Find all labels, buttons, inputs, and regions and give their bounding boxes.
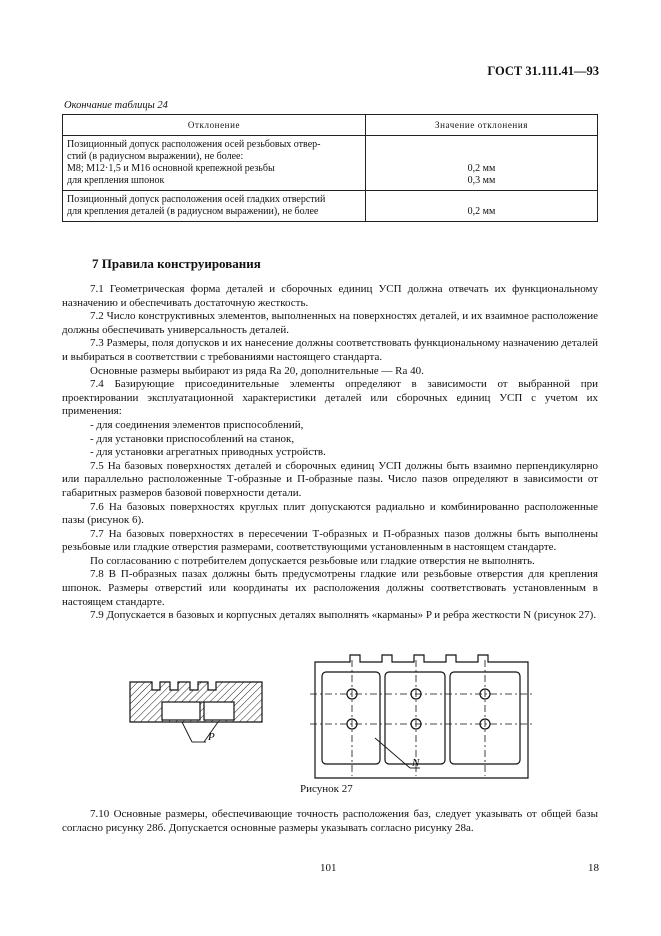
paragraph: 7.6 На базовых поверхностях круглых плит допускаются радиально и комбинированно расположенные пазы (рисунок 6).	[62, 500, 598, 527]
cell-value: 0,2 мм	[467, 206, 496, 217]
table-caption: Окончание таблицы 24	[64, 100, 168, 111]
cell-line: М8; М12·1,5 и М16 основной крепежной резьбы	[67, 163, 275, 174]
table-row	[63, 136, 598, 191]
figure-27-drawing	[120, 650, 540, 780]
sheet-number: 18	[588, 862, 599, 874]
column-header: Отклонение	[63, 115, 366, 136]
list-item: - для установки агрегатных приводных устройств.	[90, 446, 326, 459]
paragraph: 7.1 Геометрическая форма деталей и сборочных единиц УСП должна отвечать их функциональному назначению и обеспечивать достаточную жесткость.	[62, 283, 598, 309]
plan-view	[310, 655, 532, 778]
paragraph: 7.9 Допускается в базовых и корпусных деталях выполнять «карманы» P и ребра жесткости N (рисунок 27).	[90, 609, 597, 622]
cell-line: стий (в радиусном выражении), не более:	[67, 151, 244, 162]
table-cell-deviation	[63, 191, 366, 222]
cell-value: 0,3 мм	[467, 175, 496, 186]
column-header: Значение отклонения	[366, 115, 598, 136]
cell-line: Позиционный допуск расположения осей резьбовых отвер-	[67, 139, 321, 150]
label-n: N	[412, 757, 420, 769]
paragraph: Основные размеры выбирают из ряда Ra 20, дополнительные — Ra 40.	[90, 364, 424, 377]
cell-value: 0,2 мм	[467, 163, 496, 174]
cell-line: для крепления деталей (в радиусном выражении), не более	[67, 206, 319, 217]
paragraph: 7.5 На базовых поверхностях деталей и сборочных единиц УСП должны быть взаимно перпендикулярно или параллельно расположенные Т-образные и П-образные пазы. Число пазов определяют в зависимости от габаритных размеров базовой поверхности детали.	[62, 459, 598, 499]
paragraph: 7.8 В П-образных пазах должны быть предусмотрены гладкие или резьбовые отверстия для крепления шпонок. Размеры отверстий или координаты их расположения должны соответствовать установленным в настоящем стандарте.	[62, 568, 598, 608]
table-cell-value	[366, 191, 598, 222]
table-cell-deviation	[63, 136, 366, 191]
paragraph: 7.7 На базовых поверхностях в пересечении Т-образных и П-образных пазов должны быть выполнены резьбовые или гладкие отверстия размерами, соответствующими установленным в настоящем стандарте.	[62, 527, 598, 554]
document-header: ГОСТ 31.111.41—93	[487, 64, 599, 78]
page-number: 101	[320, 862, 337, 874]
section-body-continued	[62, 808, 598, 835]
cell-line: для крепления шпонок	[67, 175, 165, 186]
table-header-row	[63, 115, 598, 136]
list-item: - для установки приспособлений на станок,	[90, 432, 295, 445]
paragraph: 7.4 Базирующие присоединительные элементы определяют в зависимости от выбранной при проектировании эксплуатационной характеристики деталей или сборочных единиц УСП с учетом их применения:	[62, 378, 598, 418]
table-cell-value	[366, 136, 598, 191]
label-p: P	[208, 731, 215, 743]
section-view	[130, 682, 262, 742]
paragraph: 7.10 Основные размеры, обеспечивающие точность расположения баз, следует указывать от общей базы согласно рисунку 28б. Допускается основные размеры указывать согласно рисунку 28а.	[62, 808, 598, 834]
paragraph: По согласованию с потребителем допускается резьбовые или гладкие отверстия не выполнять.	[90, 554, 535, 567]
section-title: 7 Правила конструирования	[92, 256, 261, 271]
cell-line: Позиционный допуск расположения осей гладких отверстий	[67, 194, 326, 205]
table-row	[63, 191, 598, 222]
deviation-table	[62, 114, 598, 222]
paragraph: 7.2 Число конструктивных элементов, выполненных на поверхностях деталей, и их взаимное расположение должны обеспечивать универсальность деталей.	[62, 310, 598, 336]
section-body	[62, 283, 598, 623]
figure-caption: Рисунок 27	[300, 783, 353, 795]
list-item: - для соединения элементов приспособлений,	[90, 418, 304, 431]
paragraph: 7.3 Размеры, поля допусков и их нанесение должны соответствовать функциональному назначению деталей и выбираться в соответствии с требованиями настоящего стандарта.	[62, 337, 598, 363]
